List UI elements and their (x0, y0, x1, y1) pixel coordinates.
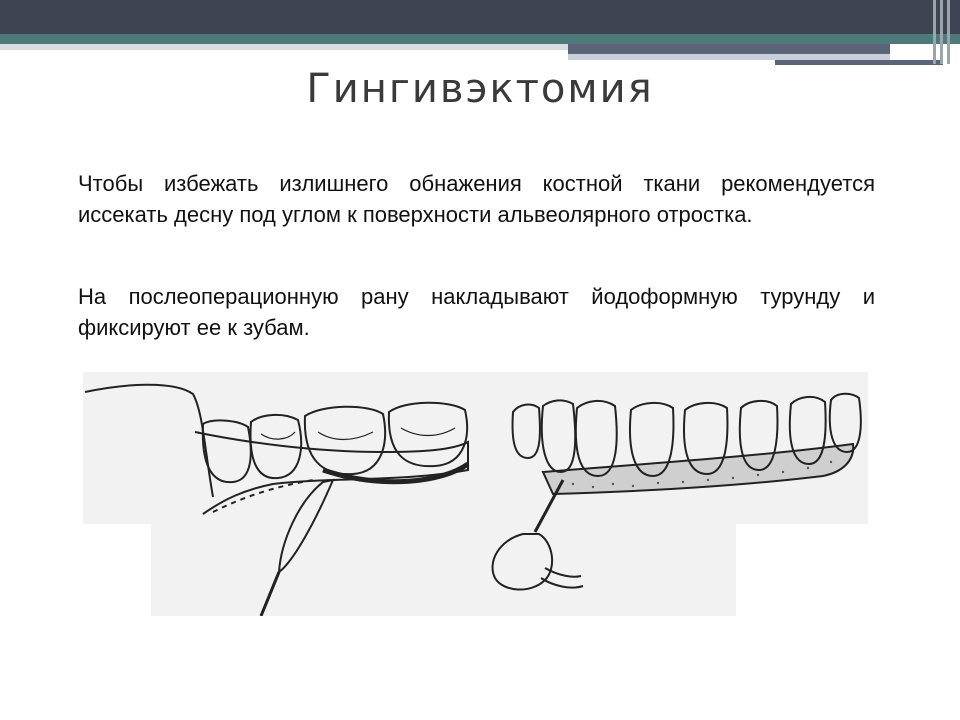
header-dark-band (0, 0, 960, 34)
illustration-svg (83, 372, 868, 616)
header-stripe (940, 0, 943, 64)
paragraph-wound-dressing: На послеоперационную рану накладывают йодоформную турунду и фиксируют ее к зубам. (78, 284, 875, 340)
figure-background (83, 372, 868, 524)
header-stripe (947, 0, 950, 64)
slide-title: Гингивэктомия (306, 66, 654, 112)
header-teal-band (0, 34, 960, 44)
gingivectomy-illustration (83, 372, 868, 616)
header-accent-bar-short (775, 60, 943, 65)
figure-background-lower (151, 524, 736, 616)
paragraph-excision-angle: Чтобы избежать излишнего обнажения костной ткани рекомендуется иссекать десну под углом к поверхности альвеолярного отростка. (78, 171, 875, 227)
header-accent-bar (568, 44, 890, 54)
header-light-band (0, 44, 568, 50)
header-stripe (933, 0, 936, 64)
